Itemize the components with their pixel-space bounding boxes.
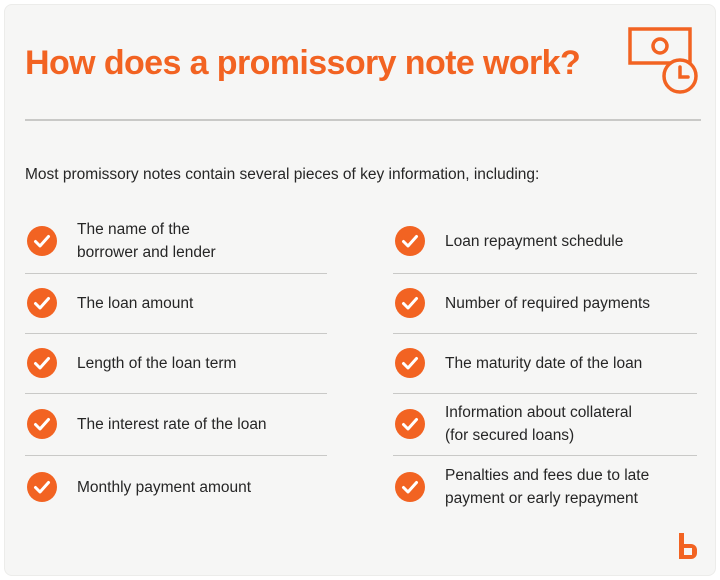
label-line: payment or early repayment [445, 490, 638, 507]
list-item-label [77, 292, 193, 315]
label-line: The loan amount [77, 294, 194, 312]
list-item [393, 273, 697, 333]
list-item-label [445, 230, 623, 253]
list-item-label [445, 464, 649, 510]
check-circle-icon [27, 472, 57, 502]
title-divider [25, 119, 701, 121]
check-circle-icon [395, 288, 425, 318]
infographic-card [4, 4, 716, 576]
check-circle-icon [27, 288, 57, 318]
bankrate-logo-icon [677, 531, 699, 561]
list-item-label [77, 218, 216, 264]
check-circle-icon [395, 409, 425, 439]
label-line: Number of required payments [445, 294, 651, 312]
label-line: Monthly payment amount [77, 478, 252, 496]
list-item-label [445, 352, 642, 375]
label-line: The name of the [77, 221, 190, 238]
list-item [25, 273, 327, 333]
check-circle-icon [395, 348, 425, 378]
list-item [25, 393, 327, 455]
label-line: The maturity date of the loan [445, 354, 643, 372]
list-item [393, 333, 697, 393]
intro-text: Most promissory notes contain several pieces of key information, including: [25, 166, 540, 183]
check-circle-icon [27, 409, 57, 439]
list-item [25, 455, 327, 519]
label-line: Loan repayment schedule [445, 232, 624, 250]
money-clock-icon [627, 23, 699, 97]
list-item [393, 455, 697, 519]
label-line: The interest rate of the loan [77, 415, 267, 433]
list-item-label [77, 413, 267, 436]
list-item [25, 333, 327, 393]
check-circle-icon [27, 226, 57, 256]
label-line: (for secured loans) [445, 427, 575, 444]
label-line: Length of the loan term [77, 354, 237, 372]
list-item-label [445, 401, 632, 447]
check-circle-icon [27, 348, 57, 378]
list-item [25, 209, 327, 273]
list-item [393, 209, 697, 273]
list-item-label [445, 292, 650, 315]
label-line: Penalties and fees due to late [445, 467, 650, 484]
label-line: Information about collateral [445, 404, 632, 421]
list-item [393, 393, 697, 455]
label-line: borrower and lender [77, 244, 216, 261]
check-circle-icon [395, 472, 425, 502]
check-circle-icon [395, 226, 425, 256]
list-item-label [77, 352, 236, 375]
left-column [25, 209, 327, 519]
list-item-label [77, 476, 251, 499]
page-title: How does a promissory note work? [25, 44, 581, 82]
right-column [393, 209, 697, 519]
